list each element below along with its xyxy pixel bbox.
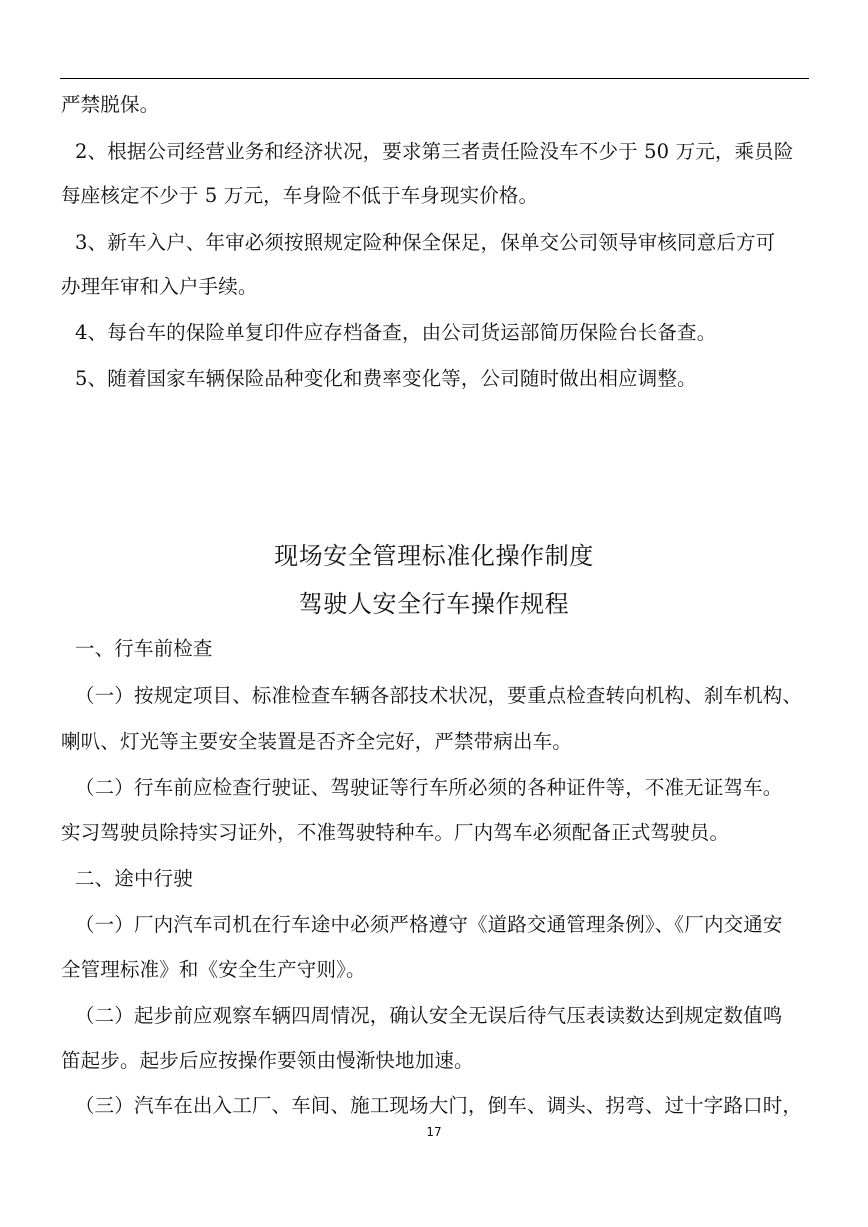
section-2-para-2-line-1: （二）起步前应观察车辆四周情况，确认安全无误后待气压表读数达到规定数值鸣 <box>75 1004 783 1027</box>
section-2-para-1-line-1: （一）厂内汽车司机在行车途中必须严格遵守《道路交通管理条例》、《厂内交通安 <box>75 913 783 936</box>
section-2-para-2-line-2: 笛起步。起步后应按操作要领由慢渐快地加速。 <box>61 1049 474 1072</box>
section-2-para-1-line-2: 全管理标准》和《安全生产守则》。 <box>61 958 366 981</box>
section-1-para-2-line-2: 实习驾驶员除持实习证外，不准驾驶特种车。厂内驾车必须配备正式驾驶员。 <box>61 821 730 844</box>
item-2-line-1: 2、根据公司经营业务和经济状况，要求第三者责任险没车不少于 50 万元，乘员险 <box>75 140 794 163</box>
item-2-line-2: 每座核定不少于 5 万元，车身险不低于车身现实价格。 <box>61 184 539 207</box>
main-title: 现场安全管理标准化操作制度 <box>274 542 594 570</box>
section-1-para-2-line-1: （二）行车前应检查行驶证、驾驶证等行车所必须的各种证件等，不准无证驾车。 <box>75 776 783 799</box>
section-2-heading: 二、途中行驶 <box>75 867 193 890</box>
section-1-heading: 一、行车前检查 <box>75 637 213 660</box>
item-3-line-1: 3、新车入户、年审必须按照规定险种保全保足，保单交公司领导审核同意后方可 <box>75 231 776 254</box>
header-rule <box>60 78 809 79</box>
paragraph-line: 严禁脱保。 <box>61 93 160 116</box>
page-number: 17 <box>426 1125 442 1139</box>
item-5-line: 5、随着国家车辆保险品种变化和费率变化等，公司随时做出相应调整。 <box>75 367 697 390</box>
section-2-para-3-line-1: （三）汽车在出入工厂、车间、施工现场大门，倒车、调头、拐弯、过十字路口时， <box>75 1094 803 1117</box>
item-4-line: 4、每台车的保险单复印件应存档备查，由公司货运部简历保险台长备查。 <box>75 321 717 344</box>
section-1-para-1-line-2: 喇叭、灯光等主要安全装置是否齐全完好，严禁带病出车。 <box>61 730 572 753</box>
sub-title: 驾驶人安全行车操作规程 <box>298 590 570 618</box>
item-3-line-2: 办理年审和入户手续。 <box>61 275 258 298</box>
section-1-para-1-line-1: （一）按规定项目、标准检查车辆各部技术状况，要重点检查转向机构、刹车机构、 <box>75 684 803 707</box>
